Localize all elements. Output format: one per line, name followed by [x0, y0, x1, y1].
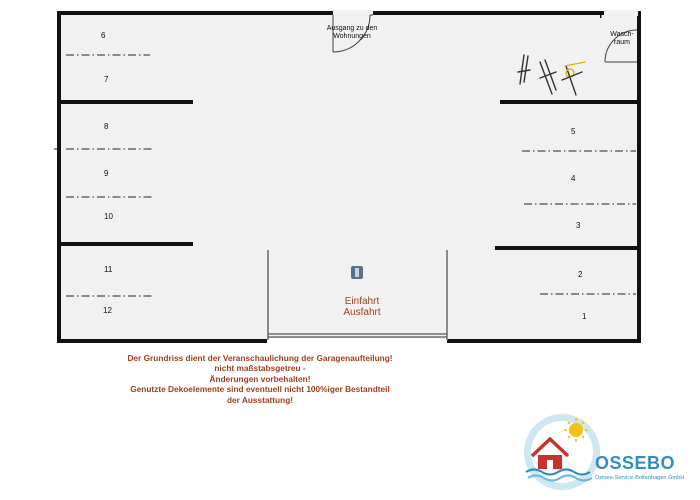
space-1-label: 1: [582, 312, 587, 321]
space-3-label: 3: [576, 221, 581, 230]
entry-label: Einfahrt: [344, 296, 380, 307]
garage-floor: [60, 14, 638, 339]
space-4-label: 4: [571, 174, 576, 183]
disclaimer-line-2: nicht maßstabsgetreu -: [214, 363, 306, 374]
space-5-label: 5: [571, 127, 576, 136]
disclaimer-line-4: Genutzte Dekoelemente sind eventuell nicht 100%iger Bestandteil: [130, 384, 390, 395]
exit-label: Ausfahrt: [343, 307, 381, 318]
exit-door-label-line2: Wohnungen: [333, 33, 371, 40]
washroom-door-opening: [604, 10, 638, 16]
exit-door-opening: [333, 10, 373, 16]
space-10-label: 10: [104, 212, 113, 221]
exit-door-label: [318, 25, 386, 41]
brand-subtitle: Ostsee-Service-Boltenhagen GmbH: [595, 475, 685, 481]
brand-name: OSSEBO: [595, 453, 676, 473]
space-8-label: 8: [104, 122, 109, 131]
entry-exit-label: [300, 296, 424, 318]
space-11-label: 11: [104, 265, 113, 274]
washroom-wall: [600, 14, 602, 18]
space-6-label: 6: [101, 31, 106, 40]
garage-door-opener: [351, 266, 363, 279]
space-12-label: 12: [103, 306, 112, 315]
disclaimer-text: [60, 353, 460, 405]
disclaimer-line-1: Der Grundriss dient der Veranschaulichung der Garagenaufteilung!: [127, 353, 393, 363]
space-7-label: 7: [104, 75, 109, 84]
exit-door-label-line1: Ausgang zu den: [326, 25, 378, 32]
washroom-label-line1: Wasch-: [610, 31, 634, 38]
washroom-label: [604, 31, 640, 47]
disclaimer-line-5: der Ausstattung!: [226, 394, 294, 405]
washroom-label-line2: raum: [614, 39, 630, 46]
space-9-label: 9: [104, 169, 109, 178]
disclaimer-line-3: Änderungen vorbehalten!: [209, 373, 311, 384]
space-2-label: 2: [578, 270, 583, 279]
